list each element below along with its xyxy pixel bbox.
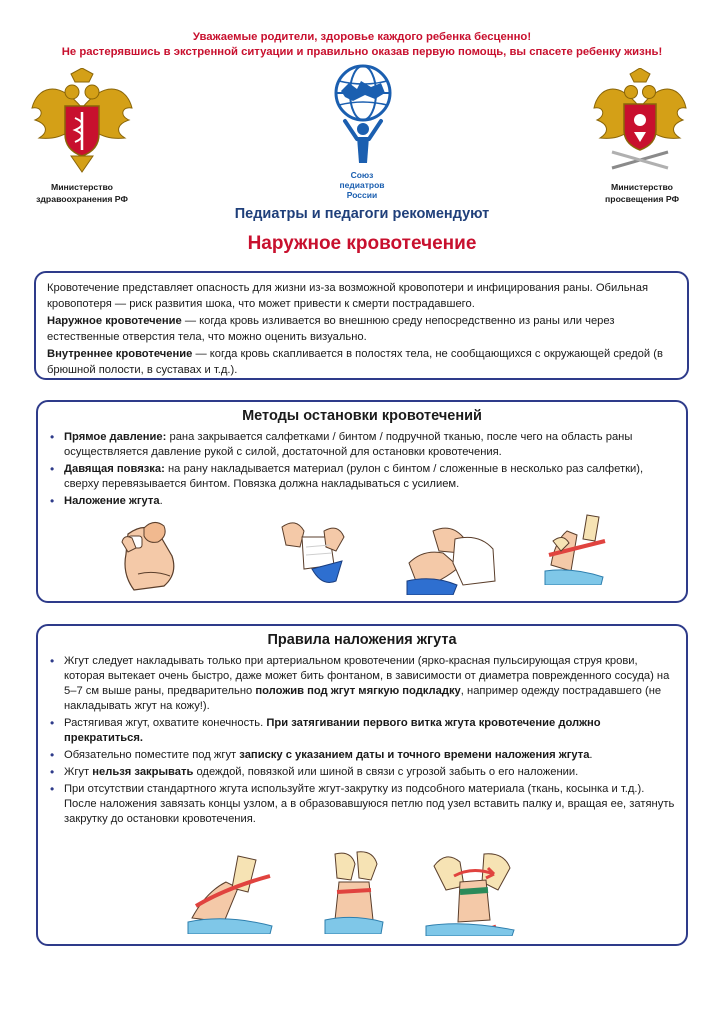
list-item: • Растягивая жгут, охватите конечность. При затягивании первого витка жгута кровотечение должно прекратиться. [50, 716, 601, 744]
list-item: • Жгут следует накладывать только при артериальном кровотечении (ярко-красная пульсирующая струя крови, которая вытекает очень быстро, даже может бить фонтаном, в зависимости от диаметра поврежденного сосуда) на 5–7 см выше раны, предварительно положив под жгут мягкую подкладку, например одежду пострадавшего (не накладывать жгут на кожу!). [50, 654, 670, 712]
pressure-bandage-illustration-icon [272, 517, 352, 589]
intro-paragraph-3: Внутреннее кровотечение — когда кровь скапливается в полостях тела, не сообщающихся с окружающей средой (в брюшной полости, в суставах и т.д.). [47, 348, 663, 376]
pediatricians-union-label: Союз педиатров России [339, 170, 385, 200]
list-item: • Обязательно поместите под жгут записку с указанием даты и точного времени наложения жгута. [50, 748, 593, 762]
banner-line-1: Уважаемые родители, здоровье каждого ребенка бесценно! [192, 31, 532, 43]
list-item: • Прямое давление: рана закрывается салфетками / бинтом / подручной тканью, после чего на область раны осуществляется давление рукой с силой, достаточной для остановки кровотечения. [50, 430, 633, 458]
top-banner [0, 30, 724, 60]
banner-line-2: Не растерявшись в экстренной ситуации и правильно оказав первую помощь, вы спасете ребенку жизнь! [61, 46, 663, 58]
health-ministry-label: Министерство здравоохранения РФ [36, 182, 128, 204]
bullet-icon: • [50, 765, 55, 779]
list-item: • Жгут нельзя закрывать одеждой, повязкой или шиной в связи с угрозой забыть о его наложении. [50, 765, 579, 779]
rules-list [38, 654, 686, 827]
intro-paragraph-2: Наружное кровотечение — когда кровь изливается во внешнюю среду непосредственно из раны или через естественные отверстия тела, что можно оценить визуально. [47, 315, 615, 343]
health-ministry-emblem-icon [27, 68, 137, 176]
education-ministry-emblem-icon [590, 68, 690, 176]
list-item: • Наложение жгута. [50, 494, 163, 508]
list-item: • При отсутствии стандартного жгута используйте жгут-закрутку из подсобного материала (ткань, косынка и т.д.). После наложения завязать концы узлом, а в образовавшуюся петлю под узел вставить палку и, вращая ее, затянуть закрутку до остановки кровотечения. [50, 782, 675, 825]
bullet-icon: • [50, 462, 55, 476]
bullet-icon: • [50, 782, 55, 796]
intro-paragraph-1: Кровотечение представляет опасность для жизни из-за возможной кровопотери и инфицирования раны. Обильная кровопотеря — риск развития шока, что может привести к смерти пострадавшего. [47, 282, 649, 310]
methods-list [38, 430, 686, 509]
tourniquet-note-illustration-icon [321, 850, 387, 934]
tourniquet-twist-illustration-icon [424, 846, 520, 936]
page-title: Наружное кровотечение [247, 233, 477, 254]
tourniquet-hands-illustration-icon [403, 519, 499, 595]
rules-title: Правила наложения жгута [267, 632, 457, 648]
recommend-heading: Педиатры и педагоги рекомендуют [234, 206, 490, 222]
bullet-icon: • [50, 494, 55, 508]
tourniquet-wrap-illustration-icon [186, 852, 278, 934]
pediatricians-union-logo-icon [331, 63, 395, 173]
list-item: • Давящая повязка: на рану накладывается материал (рулон с бинтом / сложенные в несколько раз салфетки), сверху перевязывается бинтом. Повязка должна накладываться с усилием. [50, 462, 644, 490]
bullet-icon: • [50, 748, 55, 762]
direct-pressure-illustration-icon [114, 514, 192, 592]
intro-box [34, 271, 689, 380]
bullet-icon: • [50, 654, 55, 668]
education-ministry-label: Министерство просвещения РФ [605, 182, 679, 204]
bullet-icon: • [50, 716, 55, 730]
bullet-icon: • [50, 430, 55, 444]
methods-title: Методы остановки кровотечений [242, 408, 482, 424]
tourniquet-apply-illustration-icon [543, 511, 613, 585]
